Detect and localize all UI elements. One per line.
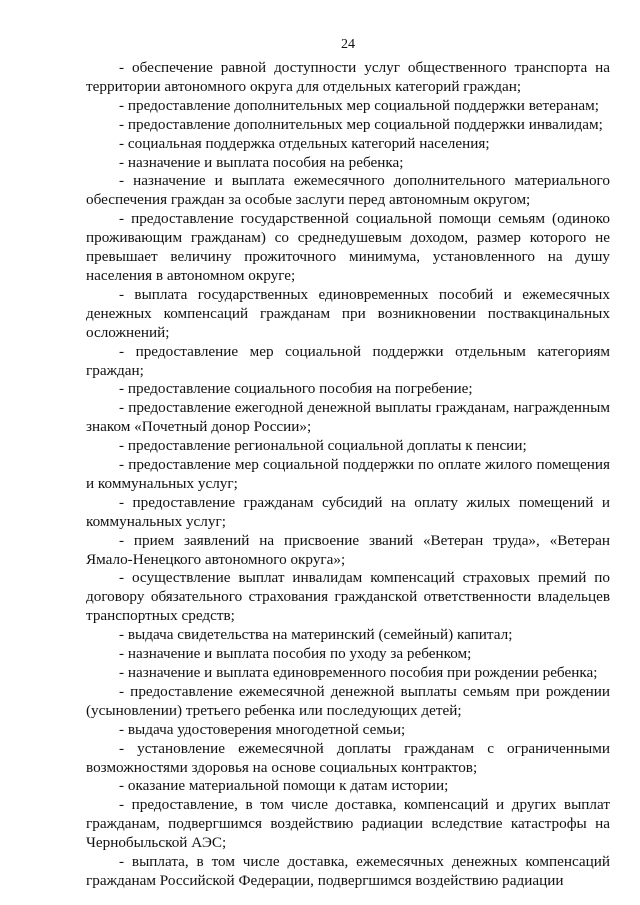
list-item: - осуществление выплат инвалидам компенсаций страховых премий по договору обязательного страхования гражданской ответственности владельцев транспортных средств;: [86, 569, 610, 625]
list-body: [86, 59, 610, 891]
list-item: - предоставление мер социальной поддержки по оплате жилого помещения и коммунальных услуг;: [86, 456, 610, 492]
list-item: - назначение и выплата пособия на ребенка;: [119, 153, 404, 171]
list-item: - обеспечение равной доступности услуг общественного транспорта на территории автономного округа для отдельных категорий граждан;: [86, 59, 610, 95]
list-item: - прием заявлений на присвоение званий «Ветеран труда», «Ветеран Ямало-Ненецкого автономного округа»;: [86, 531, 610, 568]
list-item: - предоставление мер социальной поддержки отдельным категориям граждан;: [86, 342, 610, 379]
list-item: - предоставление дополнительных мер социальной поддержки инвалидам;: [119, 115, 603, 133]
list-item: - предоставление ежегодной денежной выплаты гражданам, награжденным знаком «Почетный донор России»;: [86, 399, 610, 436]
list-item: - предоставление региональной социальной доплаты к пенсии;: [119, 437, 527, 455]
list-item: - назначение и выплата единовременного пособия при рождении ребенка;: [119, 664, 598, 681]
list-item: - предоставление социального пособия на погребение;: [119, 380, 473, 398]
list-item: - назначение и выплата пособия по уходу за ребенком;: [119, 645, 472, 663]
list-item: - предоставление государственной социальной помощи семьям (одиноко проживающим гражданам) со среднедушевым доходом, размер которого не превышает величину прожиточного минимума, установленного на душу населения в автономном округе;: [86, 210, 610, 284]
list-item: - назначение и выплата ежемесячного дополнительного материального обеспечения граждан за особые заслуги перед автономным округом;: [86, 172, 610, 209]
list-item: - предоставление гражданам субсидий на оплату жилых помещений и коммунальных услуг;: [86, 493, 610, 530]
list-item: - социальная поддержка отдельных категорий населения;: [119, 134, 490, 152]
list-item: - предоставление ежемесячной денежной выплаты семьям при рождении (усыновлении) третьего ребенка или последующих детей;: [86, 682, 610, 719]
list-item: - выдача удостоверения многодетной семьи;: [119, 720, 406, 738]
list-item: - установление ежемесячной доплаты гражданам с ограниченными возможностями здоровья на основе социальных контрактов;: [86, 739, 610, 776]
list-item: - предоставление дополнительных мер социальной поддержки ветеранам;: [119, 96, 599, 114]
page-number: 24: [341, 37, 355, 52]
list-item: - предоставление, в том числе доставка, компенсаций и других выплат гражданам, подвергшимся воздействию радиации вследствие катастрофы на Чернобыльской АЭС;: [86, 796, 610, 852]
list-item: - выдача свидетельства на материнский (семейный) капитал;: [119, 626, 513, 644]
list-item: - выплата, в том числе доставка, ежемесячных денежных компенсаций гражданам Российской Федерации, подвергшимся воздействию радиации: [86, 853, 610, 889]
list-item: - выплата государственных единовременных пособий и ежемесячных денежных компенсаций гражданам при возникновении поствакцинальных осложнений;: [86, 285, 610, 341]
list-item: - оказание материальной помощи к датам истории;: [119, 777, 449, 795]
